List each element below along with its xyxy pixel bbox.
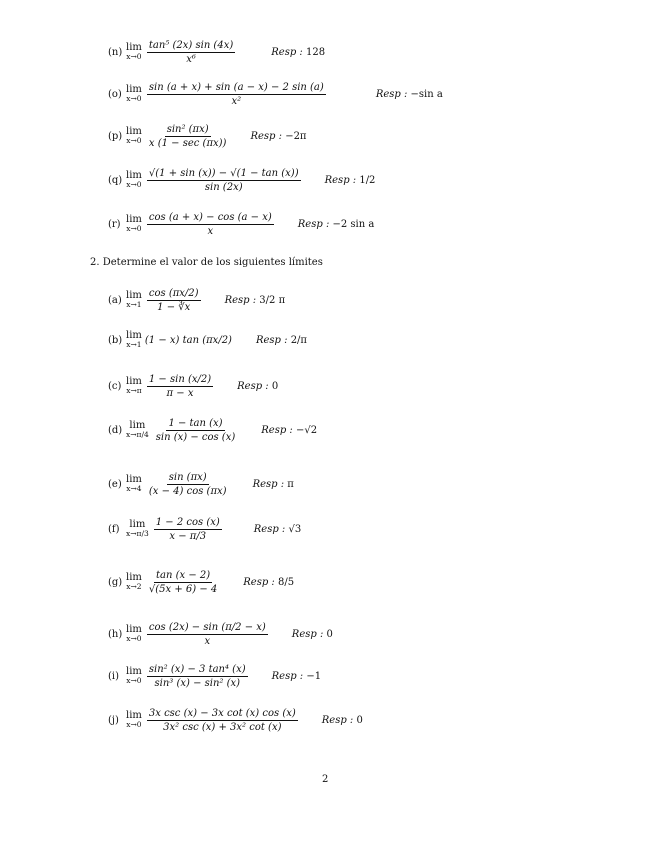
limit-item-r: [108, 210, 374, 238]
limit-operator: lim x→4: [126, 473, 142, 494]
limit-operator: lim x→1: [126, 329, 142, 350]
limit-fraction: $\frac{\tan (x - 2)}{√(5x + 6) - 4}$: [148, 569, 218, 595]
item-label: (b): [108, 334, 123, 346]
item-label: (n): [108, 46, 123, 58]
answer: Resp : −1: [271, 670, 322, 682]
answer: Resp : −√2: [261, 424, 318, 436]
answer: Resp : 0: [237, 380, 279, 392]
limit-fraction: $\frac{1 - 2 \cos (x)}{x - \pi/3}$: [155, 516, 220, 542]
limit-fraction: $\frac{\sin (\pi x)}{(x - 4) \cos (\pi x)}$: [148, 471, 227, 497]
limit-item-d: [108, 416, 317, 444]
item-label: (q): [108, 174, 123, 186]
item-label: (d): [108, 424, 123, 436]
answer: Resp : −sin a: [375, 88, 443, 100]
limit-operator: lim x→π: [126, 375, 142, 396]
limit-item-n: [108, 38, 325, 66]
item-label: (e): [108, 478, 122, 490]
limit-fraction: $\frac{\text{tan⁵ (2x) sin (4x)}}{\text{x⁶}}$: [148, 39, 234, 65]
item-label: (i): [108, 670, 120, 682]
limit-item-a: [108, 286, 285, 314]
limit-operator: lim x→2: [126, 571, 142, 592]
limit-fraction: $\frac{\cos (\pi x/2)}{1 - ∛x}$: [148, 287, 199, 313]
item-label: (o): [108, 88, 122, 100]
answer: Resp : √3: [253, 523, 302, 535]
limit-operator: lim x→0: [126, 709, 142, 730]
limit-item-o: [108, 80, 443, 108]
answer: Resp : −2π: [250, 130, 307, 142]
answer: Resp : 2/π: [255, 334, 307, 346]
limit-fraction: $\frac{1 - \sin (x/2)}{\pi - x}$: [148, 373, 212, 399]
limit-operator: lim x→0: [126, 125, 142, 146]
limit-item-q: [108, 166, 375, 194]
limit-operator: lim x→0: [126, 623, 142, 644]
answer: Resp : 1/2: [324, 174, 376, 186]
limit-fraction: $\frac{\cos (a + x) - \cos (a - x)}{x}$: [148, 211, 272, 237]
limit-operator: lim x→0: [126, 83, 142, 104]
item-label: (j): [108, 714, 119, 726]
limit-fraction: $\frac{\text{sin² (x) − 3 tan⁴ (x)}}{\text{sin³ (x) − sin² (x)}}$: [148, 663, 246, 689]
limit-operator: lim x→0: [126, 41, 142, 62]
limit-fraction: $\frac{\cos (2x) - \sin (\pi/2 - x)}{x}$: [148, 621, 266, 647]
limit-expression: (1 − x) tan (πx/2): [144, 334, 232, 346]
answer: Resp : 3/2 π: [224, 294, 286, 306]
limit-item-b: [108, 326, 307, 354]
limit-operator: lim x→0: [126, 665, 142, 686]
answer: Resp : 128: [271, 46, 326, 58]
answer: Resp : 8/5: [243, 576, 295, 588]
section-title: Determine el valor de los siguientes límites: [102, 257, 323, 268]
limit-operator: lim x→0: [126, 169, 142, 190]
item-label: (f): [108, 523, 120, 535]
limit-item-p: [108, 122, 307, 150]
limit-operator: lim x→π/4: [126, 419, 149, 440]
limit-item-e: [108, 470, 294, 498]
limit-item-c: [108, 372, 278, 400]
limit-fraction: $\frac{\sin (a + x) + \sin (a - x) - 2 \sin (a)}{\text{x²}}$: [148, 81, 324, 107]
item-label: (c): [108, 380, 122, 392]
limit-fraction: $\frac{√(1 + \sin (x)) - √(1 - \tan (x))}{\sin (2x)}$: [148, 167, 299, 193]
limit-operator: lim x→0: [126, 213, 142, 234]
limit-item-j: [108, 706, 363, 734]
answer: Resp : π: [252, 478, 294, 490]
limit-operator: lim x→π/3: [126, 518, 149, 539]
item-label: (g): [108, 576, 123, 588]
answer: Resp : 0: [291, 628, 333, 640]
limit-fraction: $\frac{1 - \tan (x)}{\sin (x) - \cos (x)}$: [155, 417, 236, 443]
item-label: (p): [108, 130, 123, 142]
limit-item-f: [108, 515, 301, 543]
section-heading: [90, 257, 323, 268]
answer: Resp : −2 sin a: [297, 218, 375, 230]
limit-fraction: $\frac{\text{3x csc (x) − 3x cot (x) cos (x)}}{\text{3x² csc (x) + 3x² cot (x)}}$: [148, 707, 296, 733]
item-label: (r): [108, 218, 121, 230]
limit-item-g: [108, 568, 294, 596]
limit-item-i: [108, 662, 321, 690]
limit-fraction: $\frac{\text{sin² (πx)}}{x (1 - \sec (\pi x))}$: [148, 123, 227, 149]
limit-operator: lim x→1: [126, 289, 142, 310]
page-number: 2: [322, 774, 329, 785]
answer: Resp : 0: [321, 714, 363, 726]
item-label: (a): [108, 294, 122, 306]
limit-item-h: [108, 620, 333, 648]
section-number: 2.: [90, 257, 100, 268]
item-label: (h): [108, 628, 123, 640]
